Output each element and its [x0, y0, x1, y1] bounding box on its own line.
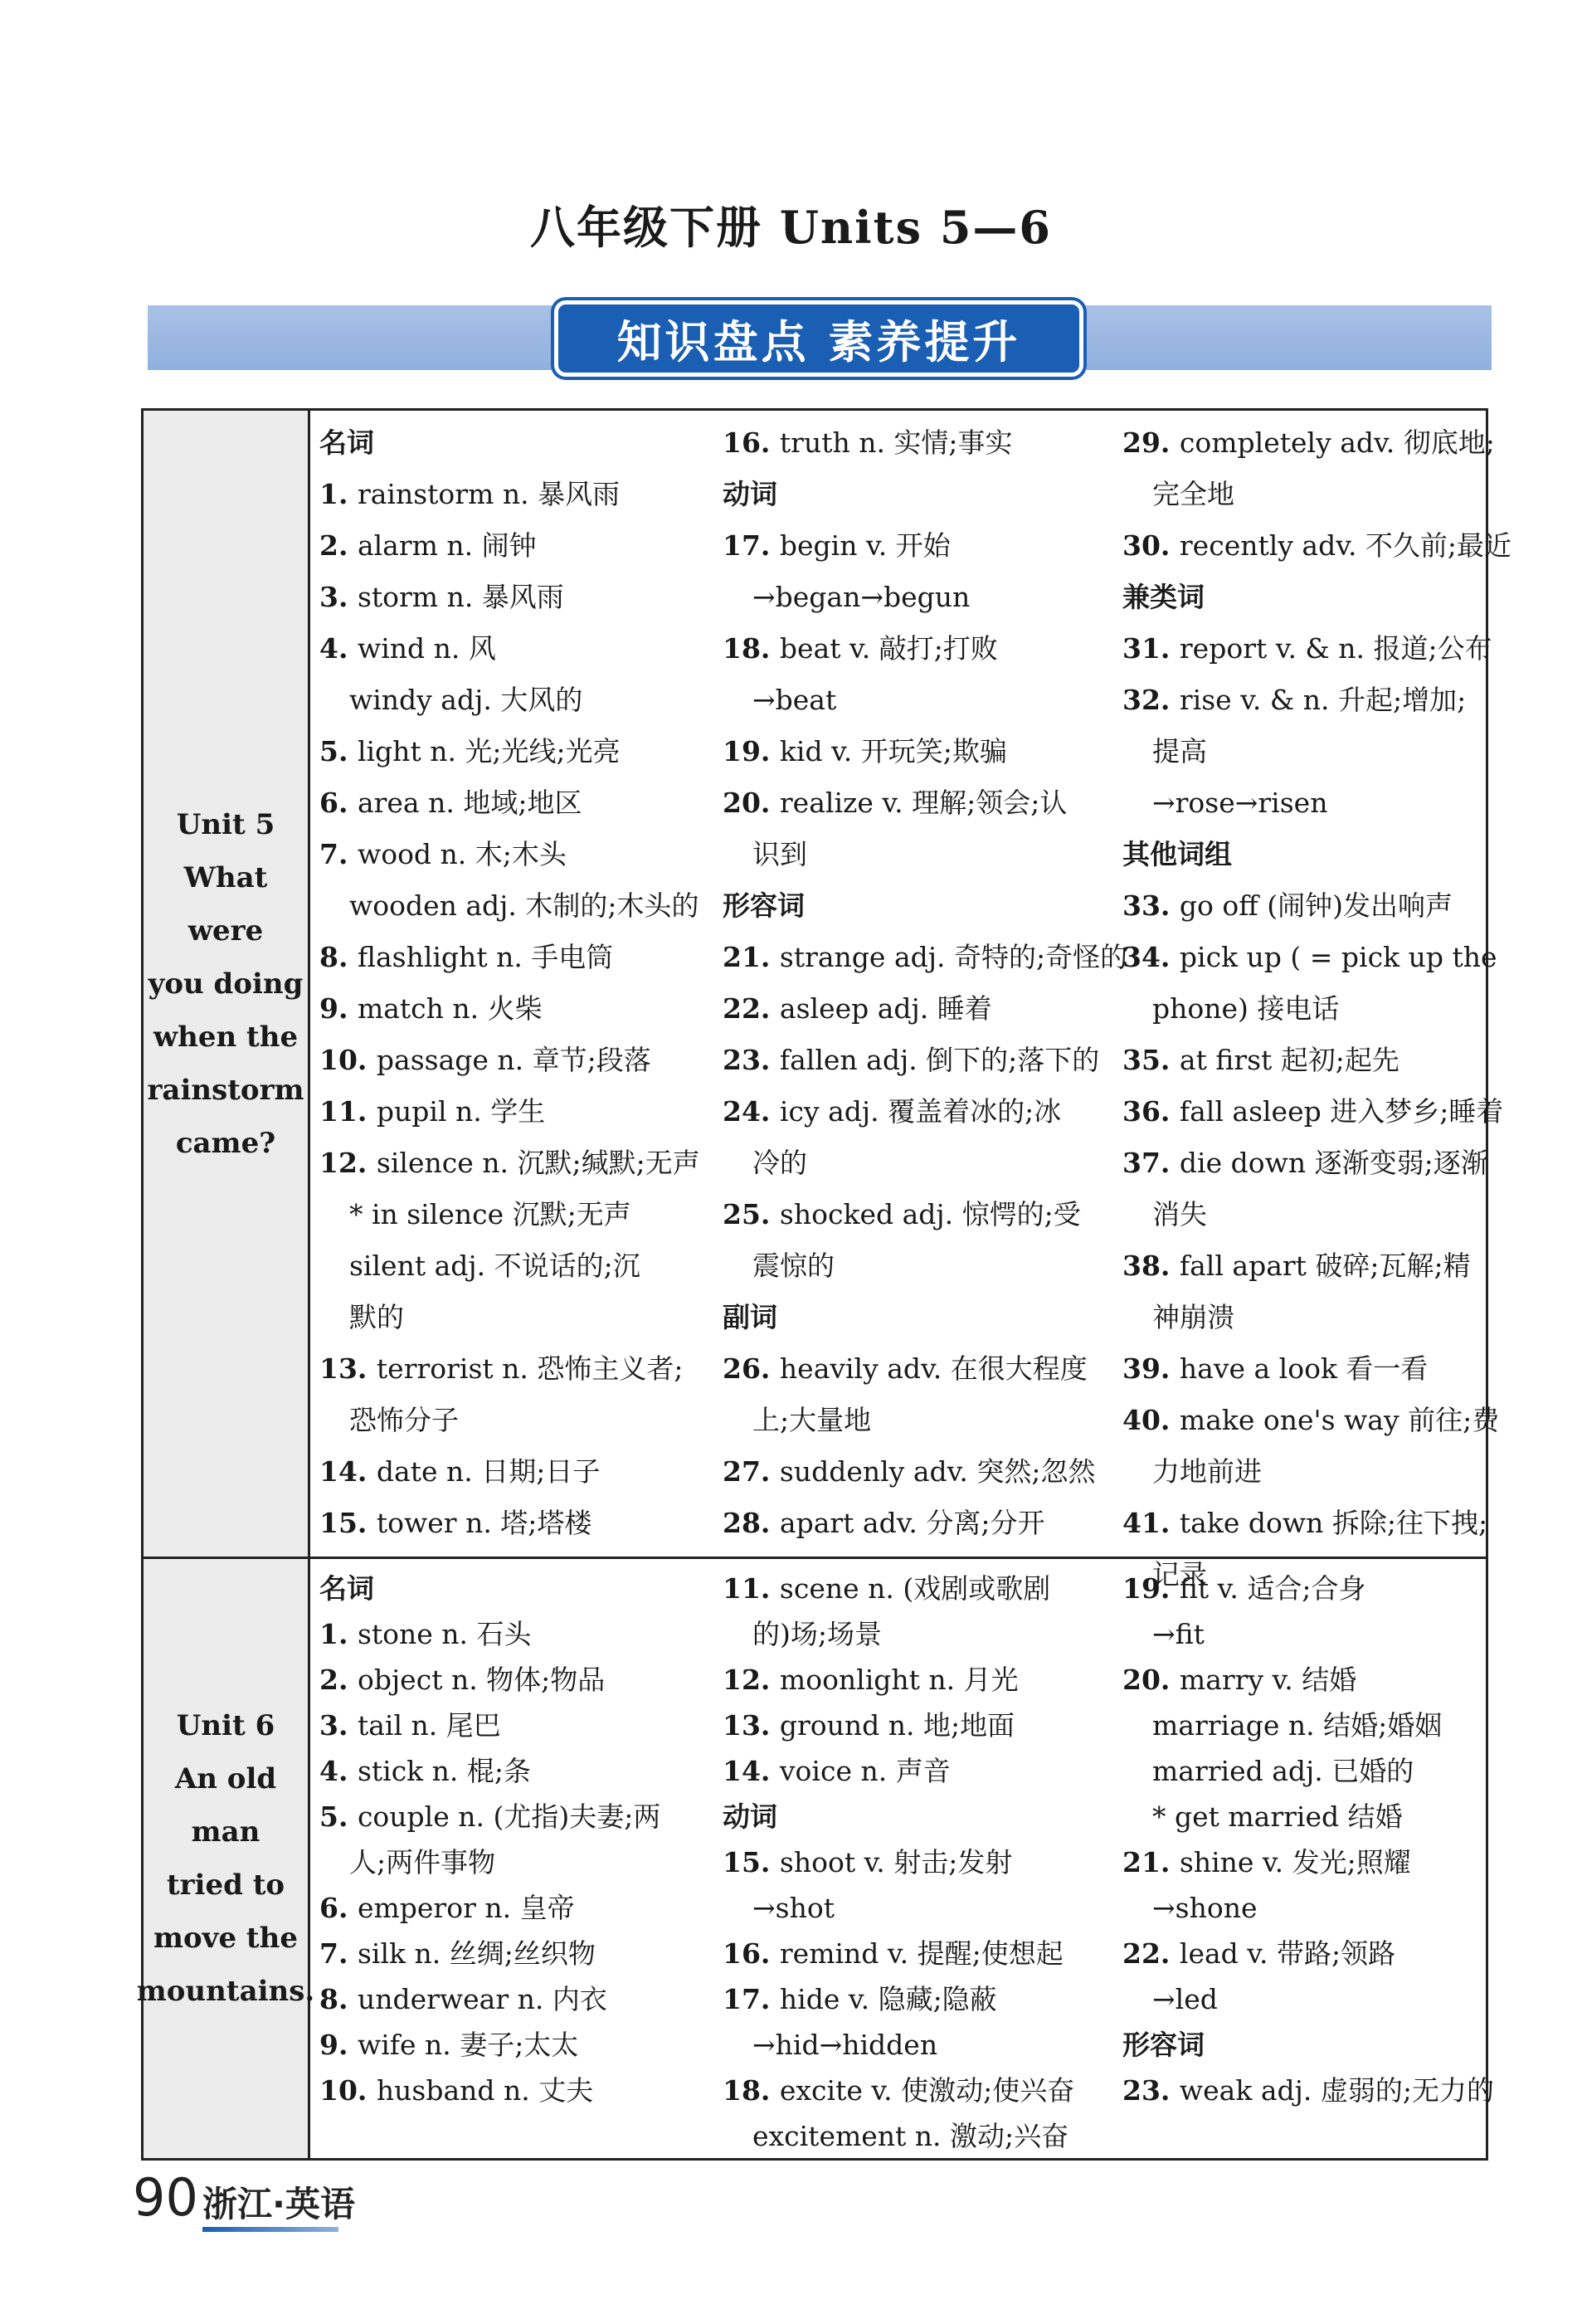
entry-number: 5.: [319, 735, 358, 767]
vocab-entry: [723, 417, 1121, 469]
vocab-entry-continuation: 震惊的: [752, 1250, 835, 1282]
category-heading: 动词: [723, 1800, 777, 1833]
entry-number: 32.: [1122, 684, 1180, 716]
vocab-entry: [723, 1189, 1121, 1240]
vocab-entry: [723, 520, 1121, 572]
entry-number: 15.: [319, 1507, 377, 1539]
vocab-entry-continuation: wooden adj. 木制的;木头的: [349, 889, 699, 922]
vocab-entry-continuation: married adj. 已婚的: [1152, 1755, 1414, 1787]
vocab-entry-continuation: →began→begun: [752, 581, 971, 613]
entry-text: rise v. & n. 升起;增加;: [1179, 684, 1467, 716]
entry-number: 8.: [319, 1983, 358, 2015]
entry-text: alarm n. 闹钟: [357, 529, 537, 562]
vocab-entry: [319, 520, 718, 572]
vocab-entry: [723, 726, 1121, 777]
vocab-entry: [319, 1703, 718, 1748]
unit6-col2: [723, 1566, 1121, 2159]
entry-text: flashlight n. 手电筒: [357, 941, 614, 973]
entry-text: storm n. 暴风雨: [357, 581, 564, 613]
category-heading: 兼类词: [1122, 581, 1205, 613]
vocab-entry-continuation: 上;大量地: [752, 1404, 872, 1436]
entry-number: 20.: [723, 787, 780, 819]
vocab-entry: [723, 1839, 1121, 1885]
entry-text: tower n. 塔;塔楼: [376, 1507, 592, 1539]
vocab-entry: [319, 1086, 718, 1138]
entry-number: 12.: [319, 1147, 377, 1179]
category-heading: 名词: [319, 1572, 374, 1605]
banner-text: 知识盘点 素养提升: [616, 315, 1021, 368]
entry-number: 30.: [1122, 529, 1180, 562]
entry-number: 38.: [1122, 1250, 1180, 1282]
entry-number: 18.: [723, 2074, 780, 2107]
vocab-entry-continuation: 消失: [1152, 1198, 1207, 1230]
category-heading: 名词: [319, 426, 374, 459]
vocab-entry-continuation: 记录: [1152, 1558, 1207, 1591]
entry-number: 36.: [1122, 1095, 1180, 1128]
entry-number: 23.: [1122, 2074, 1180, 2107]
vocab-entry-continuation: 神崩溃: [1152, 1301, 1234, 1333]
vocab-entry: [1122, 1086, 1504, 1138]
vocab-entry: [1122, 1138, 1487, 1189]
vocab-entry: [723, 1343, 1121, 1395]
entry-text: pupil n. 学生: [376, 1095, 546, 1128]
vocab-entry: [1122, 932, 1497, 983]
entry-number: 41.: [1122, 1507, 1180, 1539]
unit-label-line: An old man: [174, 1762, 277, 1849]
vocab-entry: [1122, 417, 1495, 469]
unit-label-line: came?: [175, 1126, 276, 1160]
vocab-entry-continuation: 提高: [1152, 735, 1207, 767]
entry-number: 6.: [319, 787, 358, 819]
vocab-entry-continuation: →led: [1152, 1983, 1218, 2015]
unit6-label: [136, 1559, 315, 2158]
entry-number: 3.: [319, 1709, 358, 1742]
vocab-entry: [319, 1976, 718, 2022]
entry-text: beat v. 敲打;打败: [779, 632, 998, 665]
entry-number: 22.: [723, 992, 780, 1025]
vocab-entry-continuation: →rose→risen: [1152, 787, 1328, 819]
entry-number: 12.: [723, 1664, 780, 1696]
entry-text: fit v. 适合;合身: [1179, 1572, 1366, 1605]
vocab-entry: [1122, 520, 1512, 572]
vocab-entry-continuation: 识到: [752, 838, 807, 870]
entry-text: silence n. 沉默;缄默;无声: [376, 1147, 700, 1179]
entry-text: strange adj. 奇特的;奇怪的: [779, 941, 1128, 973]
vocab-entry: [1122, 1343, 1487, 1395]
entry-number: 14.: [723, 1755, 780, 1787]
entry-number: 19.: [1122, 1572, 1180, 1605]
entry-text: couple n. (尤指)夫妻;两: [357, 1800, 661, 1833]
entry-text: suddenly adv. 突然;忽然: [779, 1455, 1096, 1488]
unit-label-line: rainstorm: [147, 1073, 304, 1107]
entry-number: 5.: [319, 1800, 358, 1833]
entry-number: 1.: [319, 1618, 358, 1650]
entry-text: weak adj. 虚弱的;无力的: [1179, 2074, 1494, 2107]
entry-text: passage n. 章节;段落: [376, 1044, 651, 1076]
entry-text: marry v. 结婚: [1179, 1664, 1357, 1696]
entry-text: asleep adj. 睡着: [779, 992, 992, 1025]
entry-number: 7.: [319, 1937, 358, 1970]
vocab-entry: [319, 829, 718, 880]
unit-label-line: Unit 6: [176, 1709, 275, 1742]
entry-number: 6.: [319, 1892, 358, 1924]
entry-text: voice n. 声音: [779, 1755, 951, 1787]
vocab-entry: [1122, 1566, 1487, 1611]
entry-text: remind v. 提醒;使想起: [779, 1937, 1064, 1970]
entry-text: rainstorm n. 暴风雨: [357, 478, 621, 510]
vocab-entry-continuation: excitement n. 激动;兴奋: [752, 2120, 1069, 2152]
vocab-entry: [723, 1976, 1121, 2022]
vocab-entry: [723, 1931, 1121, 1976]
vocab-entry: [319, 1885, 718, 1931]
entry-number: 35.: [1122, 1044, 1180, 1076]
entry-number: 14.: [319, 1455, 377, 1488]
entry-text: completely adv. 彻底地;: [1179, 426, 1495, 459]
vocab-entry: [319, 932, 718, 983]
vocab-entry: [319, 1343, 718, 1395]
entry-number: 15.: [723, 1846, 780, 1878]
vocab-entry: [319, 623, 718, 675]
vocab-entry: [1122, 1498, 1487, 1549]
vocab-entry: [1122, 1240, 1487, 1292]
category-heading: 形容词: [723, 889, 805, 922]
vocab-entry: [1122, 880, 1487, 932]
unit5-label-text: [144, 798, 308, 1170]
entry-text: moonlight n. 月光: [779, 1664, 1019, 1696]
entry-number: 25.: [723, 1198, 780, 1230]
entry-text: terrorist n. 恐怖主义者;: [376, 1352, 684, 1385]
entry-number: 17.: [723, 1983, 780, 2015]
entry-text: shine v. 发光;照耀: [1179, 1846, 1411, 1878]
vocab-entry: [1122, 623, 1492, 675]
entry-number: 21.: [723, 941, 780, 973]
entry-number: 28.: [723, 1507, 780, 1539]
entry-text: take down 拆除;往下拽;: [1179, 1507, 1488, 1539]
vocab-entry-continuation: →beat: [752, 684, 837, 716]
vocab-entry-continuation: silent adj. 不说话的;沉: [349, 1250, 640, 1282]
entry-number: 10.: [319, 1044, 377, 1076]
vocab-entry-continuation: * get married 结婚: [1152, 1800, 1403, 1833]
entry-number: 13.: [723, 1709, 780, 1742]
vocab-entry: [319, 1138, 718, 1189]
entry-number: 1.: [319, 478, 358, 510]
vocab-entry: [723, 1035, 1121, 1086]
entry-text: shoot v. 射击;发射: [779, 1846, 1013, 1878]
vocab-entry: [723, 2068, 1121, 2113]
entry-text: recently adv. 不久前;最近: [1179, 529, 1512, 562]
entry-number: 18.: [723, 632, 780, 665]
vocab-entry: [319, 983, 718, 1035]
vocab-entry-continuation: 恐怖分子: [349, 1404, 459, 1436]
entry-text: fall asleep 进入梦乡;睡着: [1179, 1095, 1504, 1128]
vocab-entry-continuation: phone) 接电话: [1152, 992, 1340, 1025]
vocab-entry: [319, 1611, 718, 1657]
entry-number: 40.: [1122, 1404, 1180, 1436]
vocab-entry: [1122, 1035, 1487, 1086]
vocab-entry-continuation: →shone: [1152, 1892, 1258, 1924]
vocab-entry-continuation: →fit: [1152, 1618, 1205, 1650]
vocab-entry: [723, 983, 1121, 1035]
unit-label-line: tried to: [166, 1868, 285, 1902]
entry-text: light n. 光;光线;光亮: [357, 735, 621, 767]
entry-number: 7.: [319, 838, 358, 870]
entry-number: 4.: [319, 632, 358, 665]
vocab-entry: [319, 1035, 718, 1086]
footer-label: 浙江·英语: [202, 2184, 355, 2224]
entry-text: date n. 日期;日子: [376, 1455, 601, 1488]
unit5-label: [144, 411, 310, 1557]
entry-text: ground n. 地;地面: [779, 1709, 1015, 1742]
vocab-entry: [723, 1446, 1121, 1498]
vocab-entry-continuation: * in silence 沉默;无声: [349, 1198, 631, 1230]
vocab-entry: [319, 1931, 718, 1976]
vocab-entry: [723, 932, 1128, 983]
entry-text: emperor n. 皇帝: [357, 1892, 575, 1924]
vocab-entry: [723, 1498, 1121, 1549]
entry-text: die down 逐渐变弱;逐渐: [1179, 1147, 1488, 1179]
vocab-entry: [319, 1748, 718, 1794]
entry-text: stone n. 石头: [357, 1618, 532, 1650]
entry-number: 21.: [1122, 1846, 1180, 1878]
entry-text: silk n. 丝绸;丝织物: [357, 1937, 596, 1970]
unit5-col2: [723, 417, 1128, 1549]
vocab-entry: [319, 572, 718, 623]
entry-text: icy adj. 覆盖着冰的;冰: [779, 1095, 1062, 1128]
banner: [554, 300, 1083, 377]
entry-text: object n. 物体;物品: [357, 1664, 606, 1696]
entry-number: 29.: [1122, 426, 1180, 459]
entry-text: tail n. 尾巴: [357, 1709, 501, 1742]
vocab-entry: [1122, 1657, 1487, 1703]
entry-text: scene n. (戏剧或歌剧: [779, 1572, 1051, 1605]
vocab-entry-continuation: marriage n. 结婚;婚姻: [1152, 1709, 1443, 1742]
entry-text: truth n. 实情;事实: [779, 426, 1013, 459]
unit5-col1: [319, 417, 718, 1549]
entry-text: area n. 地域;地区: [357, 787, 582, 819]
entry-number: 33.: [1122, 889, 1180, 922]
page-number: 90: [133, 2167, 198, 2228]
entry-number: 11.: [319, 1095, 377, 1128]
entry-number: 27.: [723, 1455, 780, 1488]
page-title: 八年级下册 Units 5—6: [530, 201, 1052, 254]
entry-text: have a look 看一看: [1179, 1352, 1429, 1385]
entry-number: 23.: [723, 1044, 780, 1076]
unit-label-line: you doing: [148, 967, 304, 1001]
vocab-entry: [319, 2068, 718, 2113]
vocab-entry: [723, 777, 1121, 829]
vocab-entry: [723, 1566, 1121, 1611]
vocab-entry: [319, 777, 718, 829]
entry-text: pick up ( = pick up the: [1179, 941, 1497, 973]
entry-text: at first 起初;起先: [1179, 1044, 1399, 1076]
vocab-entry: [319, 1794, 718, 1839]
entry-number: 11.: [723, 1572, 780, 1605]
entry-text: kid v. 开玩笑;欺骗: [779, 735, 1007, 767]
unit-label-line: Unit 5: [176, 807, 275, 841]
unit-label-line: when the: [153, 1020, 299, 1054]
entry-text: fallen adj. 倒下的;落下的: [779, 1044, 1100, 1076]
vocab-entry: [723, 1657, 1121, 1703]
entry-text: husband n. 丈夫: [376, 2074, 594, 2107]
entry-number: 17.: [723, 529, 780, 562]
vocab-entry: [1122, 1931, 1487, 1976]
entry-text: underwear n. 内衣: [357, 1983, 607, 2015]
category-heading: 形容词: [1122, 2029, 1205, 2061]
unit5-col3: [1122, 417, 1512, 1600]
entry-text: heavily adv. 在很大程度: [779, 1352, 1088, 1385]
vocab-entry: [319, 469, 718, 520]
entry-number: 4.: [319, 1755, 358, 1787]
vocab-entry: [319, 726, 718, 777]
vocab-entry-continuation: 完全地: [1152, 478, 1234, 510]
entry-number: 3.: [319, 581, 358, 613]
unit6-label-text: [137, 1699, 314, 2018]
entry-number: 26.: [723, 1352, 780, 1385]
unit6-block: [136, 1557, 1494, 2161]
vocab-entry: [1122, 1395, 1500, 1446]
entry-text: realize v. 理解;领会;认: [779, 787, 1068, 819]
unit-label-line: mountains.: [136, 1975, 315, 2008]
vocab-entry-continuation: 冷的: [752, 1147, 807, 1179]
unit6-col1: [319, 1566, 718, 2113]
entry-number: 22.: [1122, 1937, 1180, 1970]
entry-text: fall apart 破碎;瓦解;精: [1179, 1250, 1471, 1282]
entry-text: hide v. 隐藏;隐蔽: [779, 1983, 997, 2015]
entry-number: 9.: [319, 2029, 358, 2061]
entry-text: excite v. 使激动;使兴奋: [779, 2074, 1075, 2107]
vocab-entry-continuation: 力地前进: [1152, 1455, 1262, 1488]
vocab-entry-continuation: →hid→hidden: [752, 2029, 938, 2061]
entry-number: 16.: [723, 426, 780, 459]
entry-text: go off (闹钟)发出响声: [1179, 889, 1453, 922]
vocab-entry-continuation: 人;两件事物: [349, 1846, 496, 1878]
entry-number: 24.: [723, 1095, 780, 1128]
vocab-entry-continuation: windy adj. 大风的: [349, 684, 583, 716]
entry-text: shocked adj. 惊愕的;受: [779, 1198, 1081, 1230]
vocab-entry: [319, 1498, 718, 1549]
entry-number: 31.: [1122, 632, 1180, 665]
vocab-entry: [1122, 1839, 1487, 1885]
entry-number: 34.: [1122, 941, 1180, 973]
vocab-entry: [1122, 2068, 1494, 2113]
entry-text: stick n. 棍;条: [357, 1755, 532, 1787]
entry-number: 37.: [1122, 1147, 1180, 1179]
entry-number: 9.: [319, 992, 358, 1025]
vocab-entry: [1122, 675, 1487, 726]
footer-underline: [202, 2227, 338, 2232]
category-heading: 其他词组: [1122, 838, 1232, 870]
category-heading: 副词: [723, 1301, 777, 1333]
unit6-col3: [1122, 1566, 1494, 2113]
entry-text: make one's way 前往;费: [1179, 1404, 1500, 1436]
vocab-entry: [723, 1086, 1121, 1138]
vocab-entry: [319, 1446, 718, 1498]
vocab-entry: [723, 1748, 1121, 1794]
entry-text: begin v. 开始: [779, 529, 951, 562]
entry-number: 2.: [319, 529, 358, 562]
entry-number: 20.: [1122, 1664, 1180, 1696]
vocab-entry-continuation: 默的: [349, 1301, 404, 1333]
entry-text: match n. 火柴: [357, 992, 543, 1025]
entry-number: 19.: [723, 735, 780, 767]
category-heading: 动词: [723, 478, 777, 510]
entry-number: 16.: [723, 1937, 780, 1970]
entry-number: 2.: [319, 1664, 358, 1696]
vocab-entry: [723, 1703, 1121, 1748]
entry-number: 8.: [319, 941, 358, 973]
entry-text: report v. & n. 报道;公布: [1179, 632, 1492, 665]
entry-number: 13.: [319, 1352, 377, 1385]
entry-number: 39.: [1122, 1352, 1180, 1385]
entry-text: apart adv. 分离;分开: [779, 1507, 1045, 1539]
unit-label-line: What were: [183, 860, 268, 948]
entry-number: 10.: [319, 2074, 377, 2107]
vocab-entry-continuation: 的)场;场景: [752, 1618, 882, 1650]
vocab-entry: [723, 623, 1121, 675]
vocab-entry-continuation: →shot: [752, 1892, 835, 1924]
entry-text: wife n. 妻子;太太: [357, 2029, 579, 2061]
entry-text: wind n. 风: [357, 632, 496, 665]
vocab-entry: [319, 2022, 718, 2068]
vocab-entry: [319, 1657, 718, 1703]
entry-text: wood n. 木;木头: [357, 838, 567, 870]
unit-label-line: move the: [153, 1922, 298, 1955]
entry-text: lead v. 带路;领路: [1179, 1937, 1396, 1970]
